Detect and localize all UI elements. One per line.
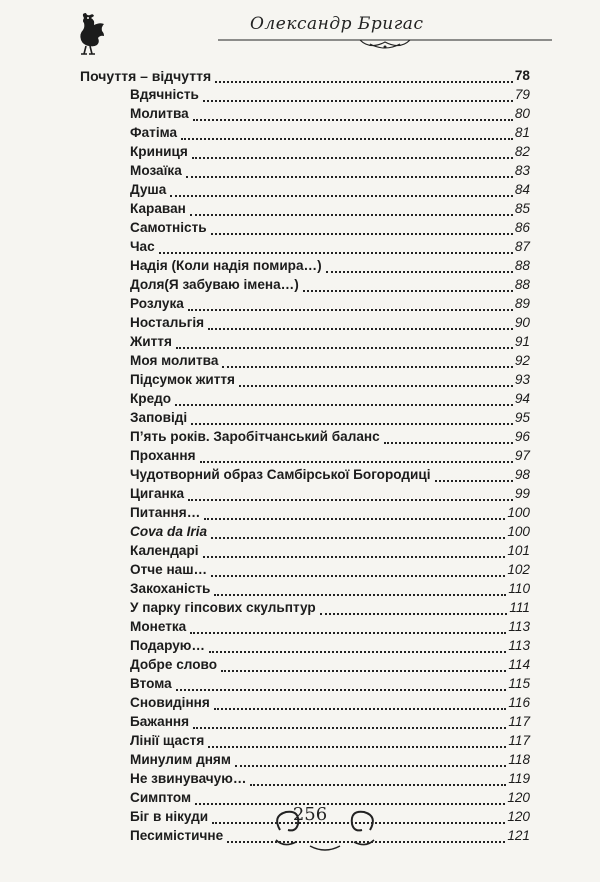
dot-leader [181, 137, 513, 140]
toc-entry-page: 79 [514, 87, 530, 102]
toc-section-title: Почуття – відчуття [80, 68, 212, 84]
toc-entry-page: 88 [514, 258, 530, 273]
toc-entry-title: Закоханість [130, 581, 211, 596]
dot-leader [209, 650, 506, 653]
toc-entry-title: Симптом [130, 790, 192, 805]
toc-entry-title: Підсумок життя [130, 372, 235, 387]
dot-leader [203, 555, 505, 558]
toc-entry-page: 100 [507, 524, 530, 539]
toc-entry-title: Минулим дням [130, 752, 231, 767]
toc-entry [0, 199, 600, 219]
dot-leader [215, 80, 513, 83]
toc-entry [0, 579, 600, 599]
toc-entry-title: Лінії щастя [130, 733, 205, 748]
toc-entry-title: Добре слово [130, 657, 217, 672]
toc-entry-page: 113 [508, 619, 530, 634]
toc-entry-page: 89 [514, 296, 530, 311]
toc-entry-page: 97 [514, 448, 530, 463]
page-header [0, 0, 600, 60]
toc-entry-page: 111 [509, 600, 530, 615]
rooster-icon [70, 12, 110, 56]
toc-entry-page: 91 [514, 334, 530, 349]
dot-leader [204, 517, 505, 520]
toc-entry-title: Розлука [130, 296, 184, 311]
toc-entry [0, 294, 600, 314]
toc-entry [0, 541, 600, 561]
dot-leader [191, 422, 513, 425]
header-ornament [210, 34, 560, 54]
toc-entry-page: 81 [514, 125, 530, 140]
toc-entry-title: Самотність [130, 220, 207, 235]
toc-entry [0, 655, 600, 675]
toc-entry-title: Втома [130, 676, 172, 691]
toc-entry-title: Доля(Я забуваю імена…) [130, 277, 299, 292]
dot-leader [214, 593, 506, 596]
dot-leader [303, 289, 513, 292]
toc-entry [0, 427, 600, 447]
toc-entry-title: Моя молитва [130, 353, 219, 368]
dot-leader [188, 498, 513, 501]
toc-section-page: 78 [514, 68, 530, 83]
toc-entry-page: 110 [508, 581, 530, 596]
toc-entry [0, 446, 600, 466]
dot-leader [211, 536, 505, 539]
dot-leader [222, 365, 513, 368]
toc-entry-page: 99 [514, 486, 530, 501]
toc-entry [0, 237, 600, 257]
dot-leader [384, 441, 513, 444]
page-footer [0, 800, 600, 860]
toc-entry [0, 389, 600, 409]
dot-leader [435, 479, 513, 482]
toc-entry-page: 96 [514, 429, 530, 444]
dot-leader [211, 232, 513, 235]
toc-entry-page: 120 [507, 790, 530, 805]
toc-entry-title: Питання… [130, 505, 201, 520]
toc-entry-title: Календарі [130, 543, 199, 558]
toc-entry-page: 94 [514, 391, 530, 406]
toc-entry [0, 408, 600, 428]
author-name: Олександр Бригас [250, 14, 424, 34]
toc-entry [0, 161, 600, 181]
toc-entry-title: Кредо [130, 391, 172, 406]
toc-entry-page: 100 [507, 505, 530, 520]
toc-entry-page: 83 [514, 163, 530, 178]
page-number: 256 [292, 804, 328, 825]
toc-entry-page: 85 [514, 201, 530, 216]
dot-leader [250, 783, 506, 786]
toc-entry-page: 88 [514, 277, 530, 292]
toc-entry-title: П’ять років. Заробітчанський баланс [130, 429, 380, 444]
dot-leader [193, 118, 513, 121]
toc-entry-title: Монетка [130, 619, 187, 634]
dot-leader [320, 612, 507, 615]
dot-leader [211, 574, 505, 577]
toc-entry-title: Життя [130, 334, 172, 349]
toc-entry [0, 560, 600, 580]
toc-entry-page: 84 [514, 182, 530, 197]
dot-leader [214, 707, 506, 710]
toc-entry [0, 617, 600, 637]
toc-entry [0, 123, 600, 143]
dot-leader [188, 308, 513, 311]
toc-entry [0, 750, 600, 770]
dot-leader [192, 156, 513, 159]
dot-leader [221, 669, 506, 672]
toc-entry-title: Час [130, 239, 155, 254]
toc-entry-page: 86 [514, 220, 530, 235]
toc-entry [0, 503, 600, 523]
toc-entry-page: 102 [507, 562, 530, 577]
toc-entry [0, 712, 600, 732]
dot-leader [235, 764, 506, 767]
dot-leader [239, 384, 513, 387]
toc-entry-page: 98 [514, 467, 530, 482]
toc-section-row [0, 66, 600, 86]
dot-leader [208, 745, 506, 748]
toc-entry [0, 693, 600, 713]
toc-entry-page: 121 [507, 828, 530, 843]
toc-entry [0, 465, 600, 485]
toc-entry-page: 80 [514, 106, 530, 121]
toc-entry [0, 85, 600, 105]
toc-entry-page: 114 [508, 657, 530, 672]
toc-entry-title: Вдячність [130, 87, 199, 102]
toc-entry [0, 351, 600, 371]
dot-leader [159, 251, 513, 254]
toc-entry-title: Заповіді [130, 410, 188, 425]
toc-entry-page: 120 [507, 809, 530, 824]
dot-leader [193, 726, 506, 729]
toc-entry-title: Прохання [130, 448, 196, 463]
toc-entry [0, 218, 600, 238]
toc-entry [0, 104, 600, 124]
toc-entry [0, 484, 600, 504]
toc-entry-title: Подарую… [130, 638, 205, 653]
toc-entry [0, 769, 600, 789]
toc-entry-page: 117 [508, 733, 530, 748]
dot-leader [190, 631, 506, 634]
dot-leader [176, 346, 513, 349]
toc-entry-page: 115 [508, 676, 530, 691]
toc-entry-title: У парку гіпсових скульптур [130, 600, 316, 615]
toc-entry [0, 332, 600, 352]
toc-entry-page: 90 [514, 315, 530, 330]
dot-leader [176, 688, 506, 691]
toc-entry [0, 275, 600, 295]
toc-entry-page: 87 [514, 239, 530, 254]
dot-leader [208, 327, 513, 330]
toc-entry-title: Надія (Коли надія помира…) [130, 258, 322, 273]
toc-entry [0, 731, 600, 751]
dot-leader [175, 403, 513, 406]
toc-entry-title: Чудотворний образ Самбірської Богородиці [130, 467, 431, 482]
toc-entry-title: Мозаїка [130, 163, 182, 178]
toc-entry-title: Cova da Iria [130, 524, 208, 539]
toc-entry [0, 142, 600, 162]
toc-entry-title: Циганка [130, 486, 185, 501]
toc-entry-title: Отче наш… [130, 562, 208, 577]
toc-entry-title: Песимістичне [130, 828, 224, 843]
toc-entry-title: Бажання [130, 714, 190, 729]
toc-entry-title: Не звинувачую… [130, 771, 247, 786]
dot-leader [186, 175, 513, 178]
toc-entry [0, 180, 600, 200]
toc-entry-page: 93 [514, 372, 530, 387]
toc-entry [0, 674, 600, 694]
toc-entry-page: 92 [514, 353, 530, 368]
dot-leader [170, 194, 513, 197]
dot-leader [326, 270, 513, 273]
toc-entry-title: Ностальгія [130, 315, 205, 330]
toc-entry [0, 313, 600, 333]
toc-entry-title: Сновидіння [130, 695, 210, 710]
toc-entry-page: 82 [514, 144, 530, 159]
toc-entry-title: Душа [130, 182, 167, 197]
toc-entry-page: 113 [508, 638, 530, 653]
toc-entry [0, 256, 600, 276]
toc-entry-page: 101 [507, 543, 530, 558]
toc-entry [0, 636, 600, 656]
toc-entry-page: 119 [508, 771, 530, 786]
dot-leader [203, 99, 513, 102]
toc-entry-page: 117 [508, 714, 530, 729]
toc-entry-title: Фатіма [130, 125, 178, 140]
toc-entry [0, 522, 600, 542]
toc-entry-title: Караван [130, 201, 186, 216]
toc-entry [0, 370, 600, 390]
toc-entry-page: 95 [514, 410, 530, 425]
toc-entry-title: Криниця [130, 144, 188, 159]
dot-leader [200, 460, 513, 463]
toc-entry-page: 116 [508, 695, 530, 710]
toc-entry [0, 598, 600, 618]
toc-entry-title: Біг в нікуди [130, 809, 209, 824]
dot-leader [190, 213, 513, 216]
toc-entry-page: 118 [508, 752, 530, 767]
toc-entry-title: Молитва [130, 106, 189, 121]
